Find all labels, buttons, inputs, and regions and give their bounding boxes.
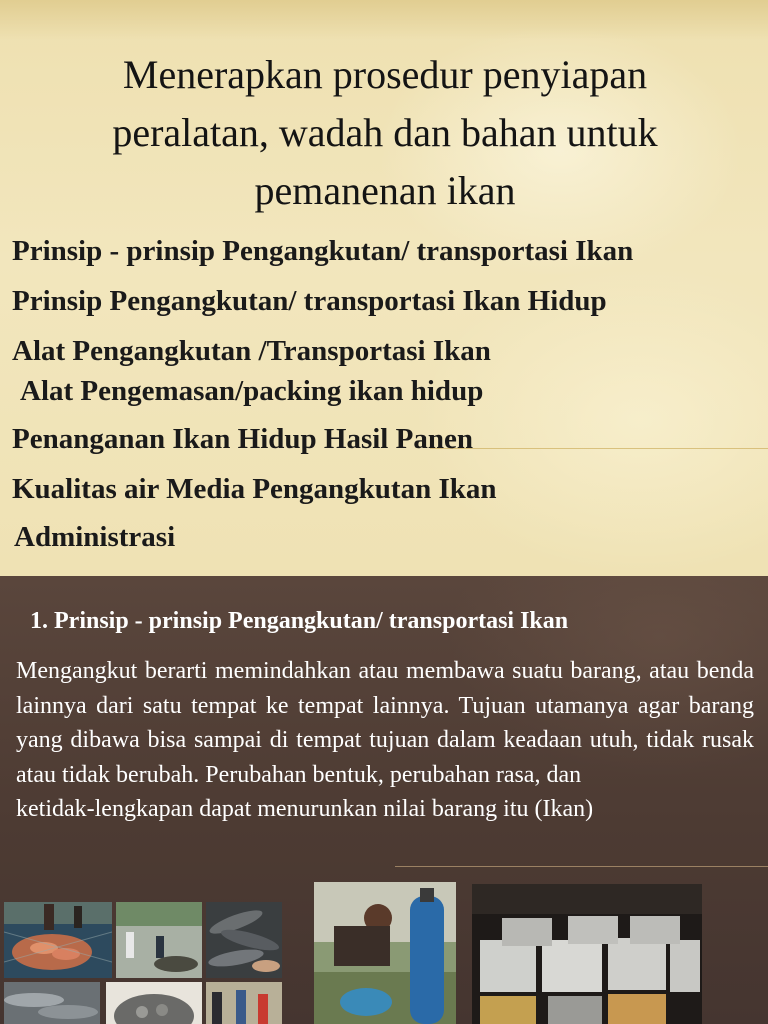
photo-catfish-pile <box>206 902 282 978</box>
photo-oxygen-tank-packing <box>314 882 456 1024</box>
paragraph-last-line: ketidak-lengkapan dapat menurunkan nilai barang itu (Ikan) <box>16 796 594 822</box>
photo-fish-boxes <box>472 884 702 1024</box>
paragraph-body: Mengangkut berarti memindahkan atau membawa suatu barang, atau benda lainnya dari satu tempat ke tempat lainnya. Tujuan utamanya agar barang yang dibawa bisa sampai di tempat tujuan dalam keadaan utuh, tidak rusak atau tidak berubah. Perubahan bentuk, perubahan rasa, dan <box>16 658 754 788</box>
slide-2-divider-line <box>395 866 768 867</box>
photo-field-workers <box>206 982 282 1024</box>
topic-item-2: Prinsip Pengangkutan/ transportasi Ikan Hidup <box>12 285 607 317</box>
section-paragraph <box>16 654 754 827</box>
slide-1-divider-line <box>430 448 768 449</box>
slide-2 <box>0 576 768 1024</box>
slide-1-title <box>40 46 730 220</box>
title-line-1: Menerapkan prosedur penyiapan <box>122 52 648 97</box>
topic-item-6: Kualitas air Media Pengangkutan Ikan <box>12 473 497 505</box>
title-line-2: peralatan, wadah dan bahan untuk <box>112 110 658 155</box>
section-heading: 1. Prinsip - prinsip Pengangkutan/ transportasi Ikan <box>30 608 569 634</box>
topic-item-5: Penanganan Ikan Hidup Hasil Panen <box>12 423 473 455</box>
topic-item-1: Prinsip - prinsip Pengangkutan/ transportasi Ikan <box>12 235 634 267</box>
slide-1-decoration <box>0 0 768 40</box>
topic-item-4: Alat Pengemasan/packing ikan hidup <box>20 375 484 407</box>
topic-item-7: Administrasi <box>14 521 176 553</box>
title-line-3: pemanenan ikan <box>254 168 516 213</box>
photo-fish-basket <box>106 982 202 1024</box>
photo-fish-net-harvest <box>4 902 112 978</box>
photo-fish-stack <box>4 982 100 1024</box>
photo-pond-workers <box>116 902 202 978</box>
topic-item-3: Alat Pengangkutan /Transportasi Ikan <box>12 335 491 367</box>
